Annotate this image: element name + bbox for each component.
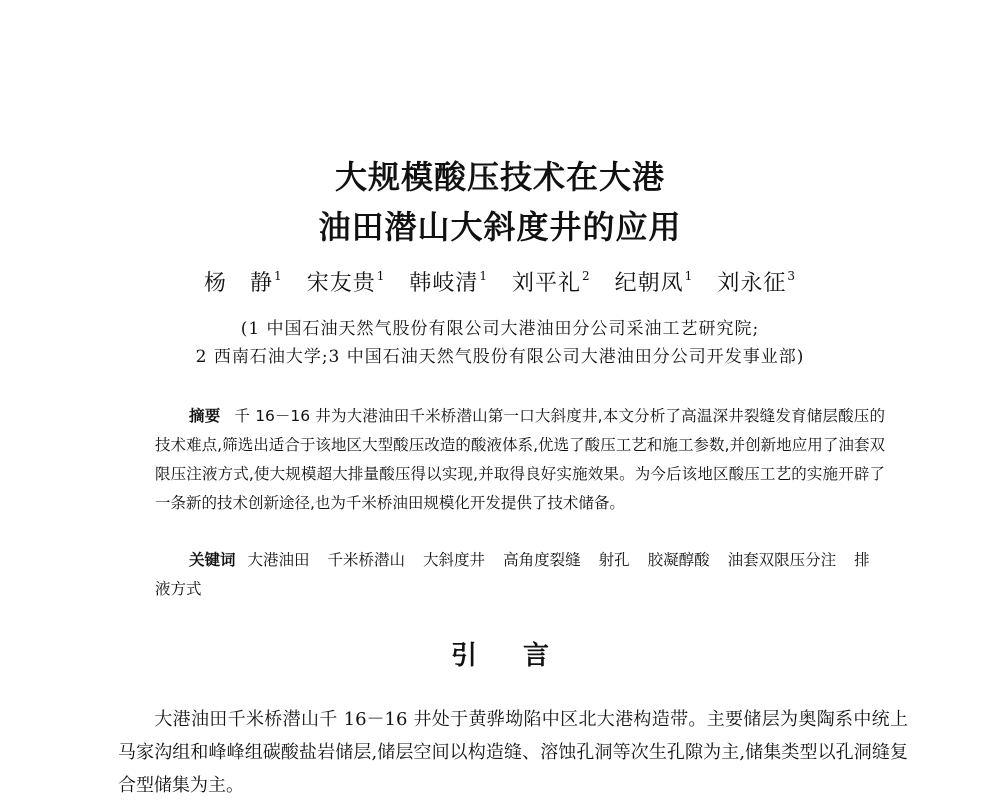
section-heading: 引言 (450, 641, 595, 671)
abstract-text: 千 16－16 井为大港油田千米桥潜山第一口大斜度井,本文分析了高温深井裂缝发育储层酸压的技术难点,筛选出适合于该地区大型酸压改造的酸液体系,优选了酸压工艺和施工参数,并创新地应用了油套双限压注液方式,使大规模超大排量酸压得以实现,并取得良好实施效果。为今后该地区酸压工艺的实施开辟了一条新的技术创新途径,也为千米桥油田规模化开发提供了技术储备。 (155, 407, 885, 512)
body-paragraph (118, 703, 908, 802)
abstract (155, 402, 885, 518)
author-affiliation-mark: 1 (479, 268, 488, 283)
keyword: 高角度裂缝 (503, 551, 581, 569)
paper-title-line1: 大规模酸压技术在大港 (334, 158, 665, 196)
paper-title-line2: 油田潜山大斜度井的应用 (318, 208, 682, 246)
author-name: 韩岐清 (409, 271, 479, 296)
keyword: 千米桥潜山 (327, 551, 406, 569)
keyword: 大斜度井 (423, 551, 486, 569)
affiliation-line2: 2 西南石油大学;3 中国石油天然气股份有限公司大港油田分公司开发事业部) (195, 347, 805, 367)
author (615, 266, 694, 297)
author-affiliation-mark: 1 (274, 268, 283, 283)
author (409, 266, 488, 297)
author-name: 杨 静 (204, 271, 274, 296)
author (512, 266, 591, 297)
keywords (155, 546, 885, 604)
author-affiliation-mark: 1 (376, 268, 386, 283)
author-affiliation-mark: 1 (684, 268, 694, 283)
body-paragraph-text: 大港油田千米桥潜山千 16－16 井处于黄骅坳陷中区北大港构造带。主要储层为奥陶系中统上马家沟组和峰峰组碳酸盐岩储层,储层空间以构造缝、溶蚀孔洞等次生孔隙为主,储集类型以孔洞缝复合型储集为主。 (118, 709, 908, 796)
author-affiliation-mark: 3 (787, 268, 796, 283)
author (204, 266, 283, 297)
keyword: 大港油田 (247, 551, 310, 569)
keyword: 油套双限压分注 (727, 551, 837, 569)
author-list (0, 266, 1000, 297)
affiliation-line1: (1 中国石油天然气股份有限公司大港油田分公司采油工艺研究院; (240, 319, 760, 339)
keyword: 射孔 (598, 551, 630, 569)
abstract-label: 摘要 (189, 407, 221, 425)
author (717, 266, 796, 297)
author-name: 刘平礼 (512, 271, 582, 296)
keyword: 排液方式 (155, 551, 870, 598)
keywords-label: 关键词 (189, 551, 236, 569)
keyword: 胶凝醇酸 (647, 551, 710, 569)
author (307, 266, 386, 297)
author-affiliation-mark: 2 (582, 268, 591, 283)
author-name: 刘永征 (717, 271, 787, 296)
author-name: 宋友贵 (306, 271, 376, 296)
author-name: 纪朝凤 (614, 271, 684, 296)
